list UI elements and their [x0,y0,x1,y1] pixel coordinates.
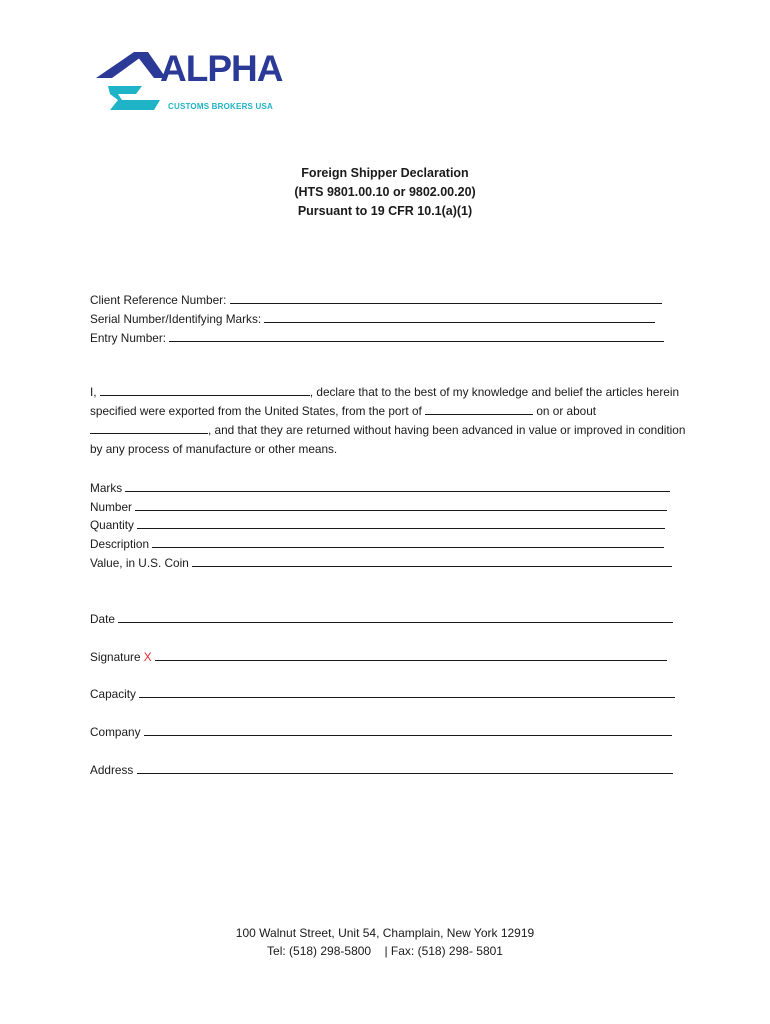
declaration-i: I, [90,385,97,399]
declaration-text-2: on or about [536,404,597,418]
quantity-label: Quantity [90,518,134,532]
number-row [90,498,667,516]
logo-wordmark: ALPHA [160,48,283,89]
entry-number-field[interactable] [169,329,664,342]
title-line-1: Foreign Shipper Declaration [301,166,469,180]
address-field[interactable] [137,761,673,774]
company-field[interactable] [144,723,672,736]
serial-number-field[interactable] [264,310,655,323]
signature-x-mark: X [143,650,152,664]
footer-fax: Fax: (518) 298- 5801 [390,944,503,958]
signature-row [90,648,667,666]
client-reference-field[interactable] [230,291,662,304]
title-line-2: (HTS 9801.00.10 or 9802.00.20) [294,185,476,199]
company-row [90,723,672,741]
number-label: Number [90,500,132,514]
date-row [90,610,673,628]
footer-separator: | [384,944,388,958]
marks-label: Marks [90,481,123,495]
number-field[interactable] [135,498,667,511]
quantity-row [90,516,665,534]
date-label: Date [90,612,115,626]
marks-row [90,479,670,497]
marks-field[interactable] [125,479,670,492]
declaration-text-3: , and that they are returned without having been advanced in value or improved in condition by any process of manufacture or other means. [90,423,686,456]
value-label: Value, in U.S. Coin [90,556,189,570]
export-date-field[interactable] [90,421,208,434]
declarant-name-field[interactable] [100,383,310,396]
logo-subtitle: CUSTOMS BROKERS USA [168,102,273,111]
company-label: Company [90,725,141,739]
capacity-field[interactable] [139,685,675,698]
page-footer [0,924,770,960]
entry-number-row [90,329,664,347]
signature-label: Signature [90,650,141,664]
description-row [90,535,664,553]
date-field[interactable] [118,610,673,623]
capacity-label: Capacity [90,687,136,701]
footer-address: 100 Walnut Street, Unit 54, Champlain, New York 12919 [235,926,535,940]
value-field[interactable] [192,554,672,567]
entry-number-label: Entry Number: [90,331,167,345]
signature-field[interactable] [155,648,667,661]
title-line-3: Pursuant to 19 CFR 10.1(a)(1) [297,204,473,218]
description-label: Description [90,537,150,551]
client-reference-row [90,291,662,309]
document-title [0,164,770,221]
footer-tel: Tel: (518) 298-5800 [267,944,372,958]
capacity-row [90,685,675,703]
serial-number-label: Serial Number/Identifying Marks: [90,312,262,326]
address-label: Address [90,763,134,777]
description-field[interactable] [152,535,664,548]
company-logo [96,48,296,118]
declaration-text-1: , declare that to the best of my knowledge and belief the articles herein specified were exported from the United States, from the port of [90,385,680,418]
declaration-paragraph [90,383,690,459]
client-reference-label: Client Reference Number: [90,293,227,307]
value-row [90,554,672,572]
export-port-field[interactable] [425,402,533,415]
quantity-field[interactable] [137,516,665,529]
serial-number-row [90,310,655,328]
footer-contact [0,942,770,960]
address-row [90,761,673,779]
